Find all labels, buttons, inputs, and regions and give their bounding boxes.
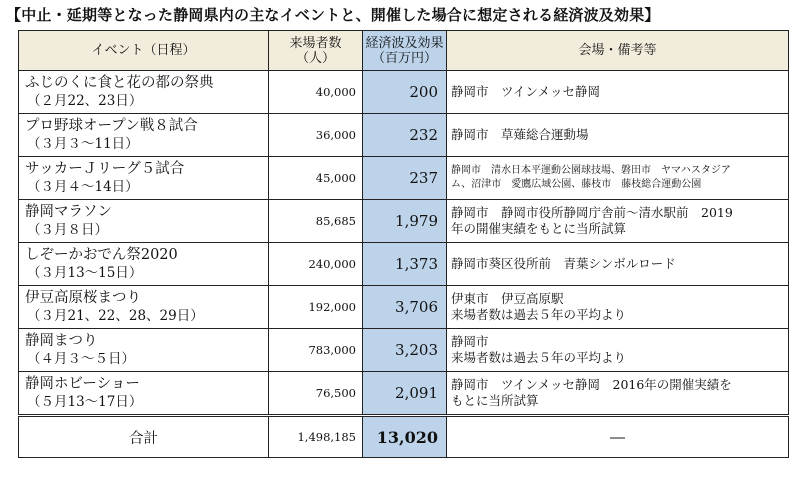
venue-cell xyxy=(447,71,789,114)
venue-note-line: 来場者数は過去５年の平均より xyxy=(451,307,627,322)
economic-cell: 232 xyxy=(363,114,447,157)
visitors-cell: 85,685 xyxy=(269,200,363,243)
total-label: 合計 xyxy=(19,416,269,458)
venue-note-line: 伊東市 伊豆高原駅 xyxy=(451,291,564,306)
total-economic: 13,020 xyxy=(363,416,447,458)
visitors-cell: 40,000 xyxy=(269,71,363,114)
table-row xyxy=(19,157,789,200)
visitors-cell: 240,000 xyxy=(269,243,363,286)
table-row xyxy=(19,243,789,286)
header-economic-unit: （百万円） xyxy=(371,50,437,66)
event-date: （３月13～15日） xyxy=(27,265,143,281)
event-name: 静岡まつり xyxy=(25,333,98,349)
economic-cell: 200 xyxy=(363,71,447,114)
total-row xyxy=(19,416,789,458)
header-economic-label: 経済波及効果 xyxy=(365,35,444,51)
economic-cell: 1,373 xyxy=(363,243,447,286)
economic-cell: 1,979 xyxy=(363,200,447,243)
event-date: （５月13～17日） xyxy=(27,394,143,410)
page-title: 【中止・延期等となった静岡県内の主なイベントと、開催した場合に想定される経済波及効果】 xyxy=(6,6,660,24)
total-visitors: 1,498,185 xyxy=(269,416,363,458)
event-cell xyxy=(19,157,269,200)
event-date: （３月８日） xyxy=(27,222,108,238)
venue-note-line: 年の開催実績をもとに当所試算 xyxy=(451,221,627,236)
venue-cell xyxy=(447,372,789,416)
total-note: ― xyxy=(447,416,789,458)
header-row xyxy=(19,31,789,71)
event-cell xyxy=(19,329,269,372)
venue-cell xyxy=(447,157,789,200)
event-date: （３月４～14日） xyxy=(27,179,139,195)
venue-note-line: 静岡市葵区役所前 青葉シンボルロード xyxy=(451,256,676,271)
event-cell xyxy=(19,286,269,329)
venue-note-line: 静岡市 静岡市役所静岡庁舎前～清水駅前 2019 xyxy=(451,205,733,220)
venue-note-line: 静岡市 xyxy=(451,334,489,349)
venue-cell xyxy=(447,243,789,286)
event-date: （２月22、23日） xyxy=(27,93,143,109)
event-name: ふじのくに食と花の都の祭典 xyxy=(25,75,214,91)
visitors-cell: 783,000 xyxy=(269,329,363,372)
event-date: （３月21、22、28、29日） xyxy=(27,308,204,324)
header-economic xyxy=(363,31,447,71)
table-body xyxy=(19,71,789,416)
economic-cell: 237 xyxy=(363,157,447,200)
table-row xyxy=(19,114,789,157)
header-venue: 会場・備考等 xyxy=(447,31,789,71)
event-date: （４月３～５日） xyxy=(27,351,135,367)
header-visitors xyxy=(269,31,363,71)
venue-note-line: 静岡市 ツインメッセ静岡 2016年の開催実績を xyxy=(451,377,732,392)
header-visitors-unit: （人） xyxy=(295,50,335,66)
table-row xyxy=(19,286,789,329)
venue-note-line: 静岡市 清水日本平運動公園球技場、磐田市 ヤマハスタジア xyxy=(451,165,731,176)
visitors-cell: 45,000 xyxy=(269,157,363,200)
event-cell xyxy=(19,200,269,243)
venue-cell xyxy=(447,286,789,329)
event-name: しぞーかおでん祭2020 xyxy=(25,247,178,263)
economic-cell: 2,091 xyxy=(363,372,447,416)
venue-cell xyxy=(447,200,789,243)
event-name: サッカーＪリーグ５試合 xyxy=(25,161,185,177)
event-name: 静岡ホビーショー xyxy=(25,376,140,392)
economic-cell: 3,706 xyxy=(363,286,447,329)
visitors-cell: 36,000 xyxy=(269,114,363,157)
event-name: プロ野球オープン戦８試合 xyxy=(25,118,198,134)
header-event: イベント（日程） xyxy=(19,31,269,71)
visitors-cell: 76,500 xyxy=(269,372,363,416)
table-row xyxy=(19,329,789,372)
venue-note-line: 来場者数は過去５年の平均より xyxy=(451,350,627,365)
event-cell xyxy=(19,372,269,416)
event-cell xyxy=(19,114,269,157)
venue-note-line: ム、沼津市 愛鷹広域公園、藤枝市 藤枝総合運動公園 xyxy=(451,179,702,190)
event-cell xyxy=(19,243,269,286)
table-row xyxy=(19,200,789,243)
header-visitors-label: 来場者数 xyxy=(289,35,342,51)
venue-cell xyxy=(447,329,789,372)
events-table xyxy=(18,30,789,458)
table-row xyxy=(19,71,789,114)
venue-cell xyxy=(447,114,789,157)
economic-cell: 3,203 xyxy=(363,329,447,372)
visitors-cell: 192,000 xyxy=(269,286,363,329)
venue-note-line: もとに当所試算 xyxy=(451,393,539,408)
venue-note-line: 静岡市 ツインメッセ静岡 xyxy=(451,84,601,99)
table-row xyxy=(19,372,789,416)
event-cell xyxy=(19,71,269,114)
event-name: 静岡マラソン xyxy=(25,204,112,220)
event-date: （３月３～11日） xyxy=(27,136,139,152)
event-name: 伊豆高原桜まつり xyxy=(25,290,141,306)
venue-note-line: 静岡市 草薙総合運動場 xyxy=(451,127,589,142)
